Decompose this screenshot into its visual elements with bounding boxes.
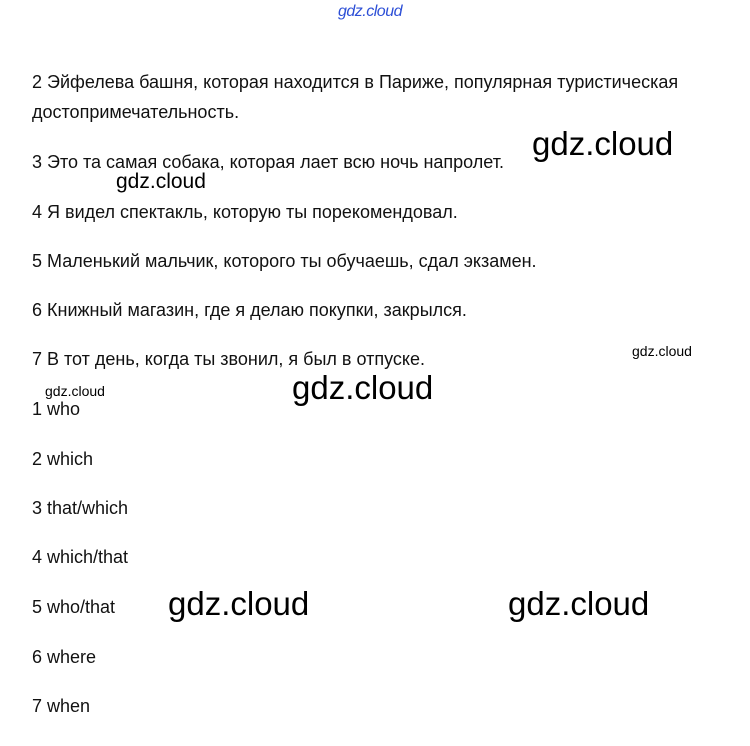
- answer-3: 3 that/which: [32, 498, 129, 518]
- answer-5: 5 who/that: [32, 597, 116, 617]
- watermark-small-left: gdz.cloud: [45, 383, 105, 399]
- answer-2: 2 which: [32, 449, 94, 469]
- sentence-6: 6 Книжный магазин, где я делаю покупки, закрылся.: [32, 300, 467, 320]
- answer-4: 4 which/that: [32, 547, 129, 567]
- sentence-7: 7 В тот день, когда ты звонил, я был в отпуске.: [32, 349, 425, 369]
- sentence-5: 5 Маленький мальчик, которого ты обучаешь, сдал экзамен.: [32, 251, 537, 271]
- answer-6: 6 where: [32, 647, 97, 667]
- sentence-2-line-2: достопримечательность.: [32, 102, 240, 122]
- watermark-medium-left: gdz.cloud: [116, 170, 206, 193]
- answer-7: 7 when: [32, 696, 91, 716]
- sentence-2-line-1: 2 Эйфелева башня, которая находится в Париже, популярная туристическая: [32, 72, 679, 92]
- watermark-large-center: gdz.cloud: [292, 369, 434, 406]
- watermark-small-right: gdz.cloud: [632, 343, 692, 359]
- watermark-large-right-top: gdz.cloud: [532, 125, 674, 162]
- sentence-3: 3 Это та самая собака, которая лает всю ночь напролет.: [32, 152, 504, 172]
- answer-1: 1 who: [32, 399, 81, 419]
- watermark-top: gdz.cloud: [338, 3, 402, 20]
- sentence-4: 4 Я видел спектакль, которую ты порекомендовал.: [32, 202, 458, 222]
- watermark-large-bottom-left: gdz.cloud: [168, 585, 310, 622]
- watermark-large-bottom-right: gdz.cloud: [508, 585, 650, 622]
